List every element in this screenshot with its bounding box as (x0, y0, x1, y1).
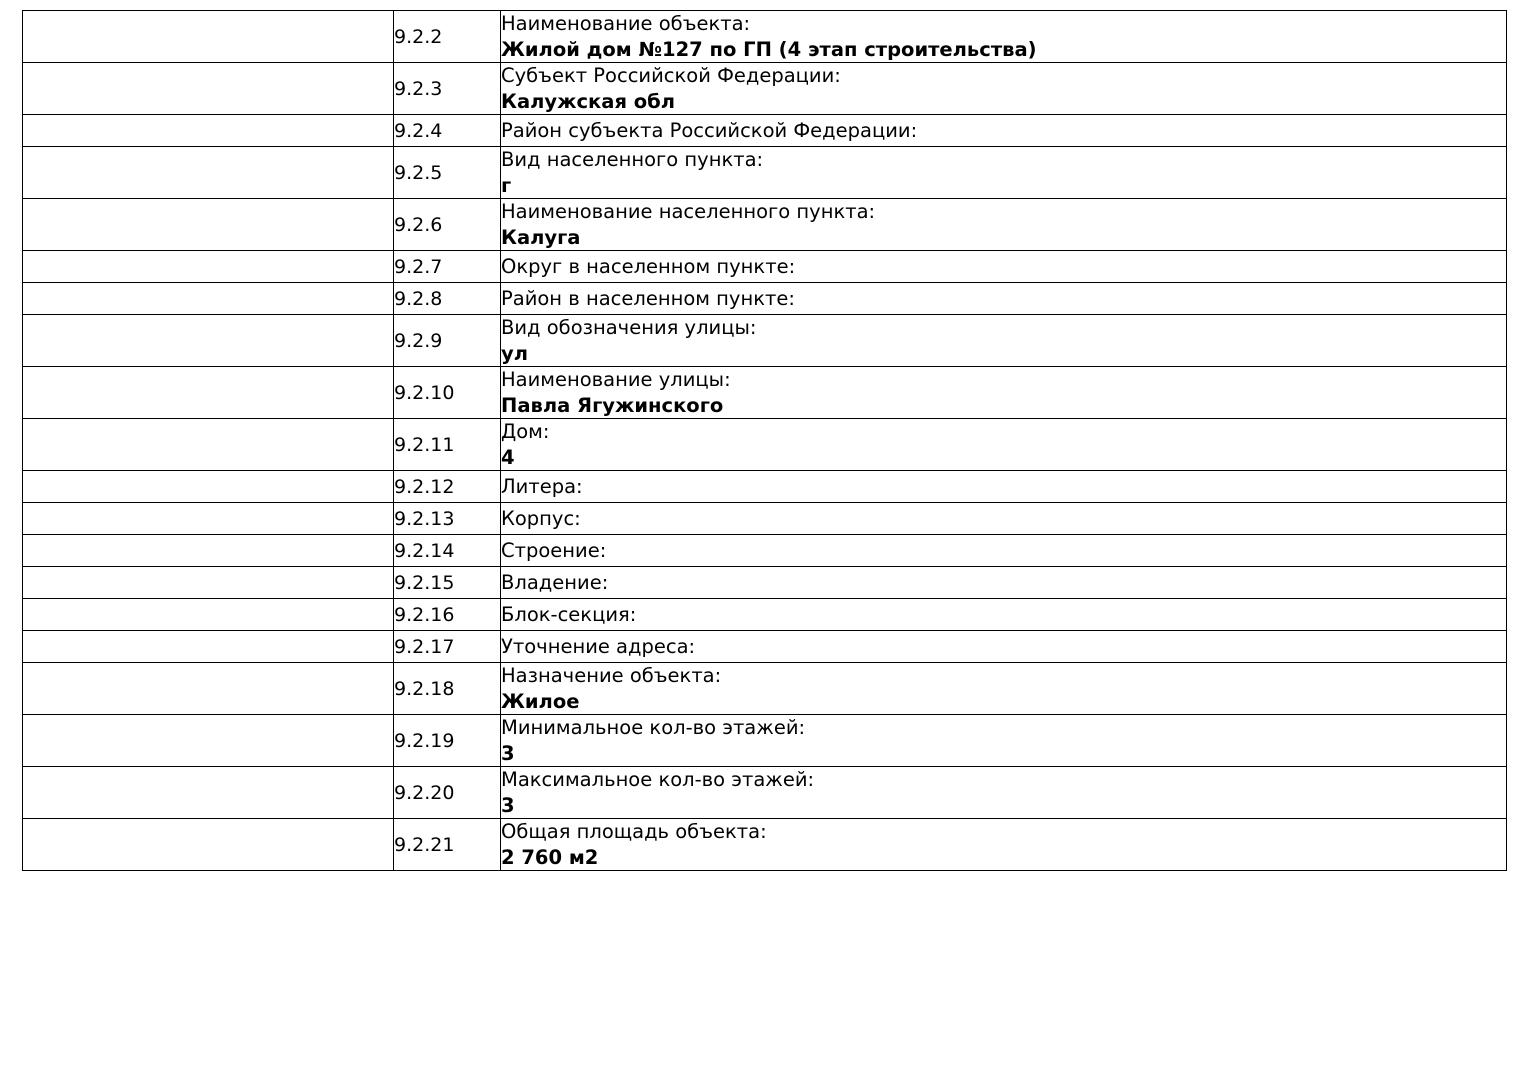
table-row (23, 715, 1507, 767)
field-label: Общая площадь объекта: (501, 820, 767, 843)
field-label: Владение: (501, 571, 609, 594)
clause-number-cell: 9.2.9 (394, 315, 501, 367)
field-value: 4 (501, 446, 515, 469)
field-label: Блок-секция: (501, 603, 637, 626)
field-label: Вид населенного пункта: (501, 148, 764, 171)
clause-number-cell: 9.2.10 (394, 367, 501, 419)
field-value: Жилой дом №127 по ГП (4 этап строительства) (501, 38, 1037, 61)
row-marker-cell (23, 367, 394, 419)
field-value: 2 760 м2 (501, 846, 599, 869)
row-marker-cell (23, 663, 394, 715)
row-marker-cell (23, 315, 394, 367)
field-cell (501, 819, 1507, 871)
field-label: Район субъекта Российской Федерации: (501, 119, 918, 142)
field-cell (501, 767, 1507, 819)
clause-number-cell: 9.2.16 (394, 599, 501, 631)
field-value: ул (501, 342, 528, 365)
field-cell (501, 63, 1507, 115)
field-value: 3 (501, 794, 515, 817)
table-row (23, 535, 1507, 567)
object-details-table (22, 10, 1507, 871)
field-label: Вид обозначения улицы: (501, 316, 757, 339)
field-value: Павла Ягужинского (501, 394, 724, 417)
clause-number-cell: 9.2.20 (394, 767, 501, 819)
row-marker-cell (23, 599, 394, 631)
table-row (23, 471, 1507, 503)
table-row (23, 251, 1507, 283)
field-cell (501, 11, 1507, 63)
row-marker-cell (23, 567, 394, 599)
table-row (23, 199, 1507, 251)
field-cell (501, 631, 1507, 663)
field-label: Максимальное кол-во этажей: (501, 768, 815, 791)
field-cell (501, 367, 1507, 419)
table-row (23, 663, 1507, 715)
field-cell (501, 599, 1507, 631)
field-cell (501, 715, 1507, 767)
clause-number-cell: 9.2.13 (394, 503, 501, 535)
field-label: Корпус: (501, 507, 581, 530)
table-row (23, 63, 1507, 115)
clause-number-cell: 9.2.4 (394, 115, 501, 147)
field-cell (501, 471, 1507, 503)
clause-number-cell: 9.2.6 (394, 199, 501, 251)
field-label: Минимальное кол-во этажей: (501, 716, 806, 739)
clause-number-cell: 9.2.15 (394, 567, 501, 599)
field-cell (501, 419, 1507, 471)
field-cell (501, 115, 1507, 147)
field-label: Округ в населенном пункте: (501, 255, 796, 278)
table-row (23, 599, 1507, 631)
field-label: Назначение объекта: (501, 664, 722, 687)
clause-number-cell: 9.2.3 (394, 63, 501, 115)
table-row (23, 419, 1507, 471)
row-marker-cell (23, 819, 394, 871)
field-cell (501, 147, 1507, 199)
row-marker-cell (23, 503, 394, 535)
field-cell (501, 503, 1507, 535)
table-row (23, 315, 1507, 367)
row-marker-cell (23, 419, 394, 471)
row-marker-cell (23, 631, 394, 663)
table-row (23, 819, 1507, 871)
clause-number-cell: 9.2.2 (394, 11, 501, 63)
table-row (23, 115, 1507, 147)
table-row (23, 147, 1507, 199)
clause-number-cell: 9.2.18 (394, 663, 501, 715)
table-body (23, 11, 1507, 871)
field-cell (501, 315, 1507, 367)
table-row (23, 11, 1507, 63)
table-row (23, 767, 1507, 819)
field-cell (501, 663, 1507, 715)
field-label: Дом: (501, 420, 550, 443)
field-cell (501, 199, 1507, 251)
table-row (23, 631, 1507, 663)
field-label: Строение: (501, 539, 607, 562)
row-marker-cell (23, 767, 394, 819)
field-label: Наименование объекта: (501, 12, 751, 35)
clause-number-cell: 9.2.5 (394, 147, 501, 199)
table-row (23, 503, 1507, 535)
table-row (23, 283, 1507, 315)
field-value: 3 (501, 742, 515, 765)
table-row (23, 367, 1507, 419)
row-marker-cell (23, 535, 394, 567)
clause-number-cell: 9.2.12 (394, 471, 501, 503)
field-cell (501, 283, 1507, 315)
clause-number-cell: 9.2.11 (394, 419, 501, 471)
row-marker-cell (23, 471, 394, 503)
field-value: Калуга (501, 226, 581, 249)
row-marker-cell (23, 199, 394, 251)
field-cell (501, 567, 1507, 599)
field-value: Калужская обл (501, 90, 676, 113)
row-marker-cell (23, 251, 394, 283)
row-marker-cell (23, 11, 394, 63)
clause-number-cell: 9.2.19 (394, 715, 501, 767)
row-marker-cell (23, 63, 394, 115)
field-label: Наименование улицы: (501, 368, 731, 391)
row-marker-cell (23, 715, 394, 767)
field-label: Наименование населенного пункта: (501, 200, 876, 223)
field-value: г (501, 174, 512, 197)
clause-number-cell: 9.2.7 (394, 251, 501, 283)
table-row (23, 567, 1507, 599)
field-label: Литера: (501, 475, 583, 498)
row-marker-cell (23, 147, 394, 199)
field-cell (501, 535, 1507, 567)
field-cell (501, 251, 1507, 283)
row-marker-cell (23, 115, 394, 147)
row-marker-cell (23, 283, 394, 315)
clause-number-cell: 9.2.17 (394, 631, 501, 663)
clause-number-cell: 9.2.8 (394, 283, 501, 315)
field-label: Район в населенном пункте: (501, 287, 795, 310)
clause-number-cell: 9.2.14 (394, 535, 501, 567)
field-value: Жилое (501, 690, 580, 713)
clause-number-cell: 9.2.21 (394, 819, 501, 871)
field-label: Субъект Российской Федерации: (501, 64, 841, 87)
field-label: Уточнение адреса: (501, 635, 696, 658)
